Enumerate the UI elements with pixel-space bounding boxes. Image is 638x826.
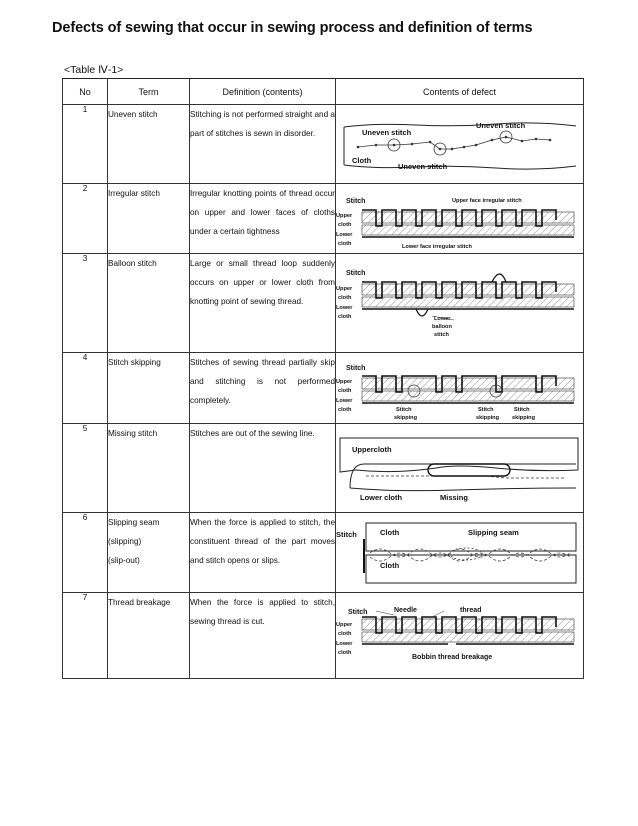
label-text: Stitch — [396, 407, 412, 413]
label-text: Bobbin thread breakage — [412, 654, 493, 661]
label-text: skipping — [476, 415, 499, 421]
table-row — [63, 513, 584, 593]
label-text: Needle — [394, 607, 417, 614]
label-text: cloth — [338, 314, 352, 320]
label-text: cloth — [338, 295, 352, 301]
label-text: Upper face irregular stitch — [452, 198, 522, 204]
term-line: Uneven stitch — [108, 110, 158, 119]
table-row — [63, 254, 584, 353]
label-text: skipping — [512, 415, 535, 421]
label-text: Upper — [336, 286, 353, 292]
row-definition: Large or small thread loop suddenly occurs on upper or lower cloth from knotting point of sewing thread. — [190, 254, 336, 353]
row-no: 2 — [63, 184, 108, 254]
label-text: Lower cloth — [360, 493, 403, 502]
label-text: Upper — [336, 622, 353, 628]
page-title: Defects of sewing that occur in sewing process and definition of terms — [52, 20, 533, 36]
label-text: cloth — [338, 407, 352, 413]
term-line: Balloon stitch — [108, 259, 157, 268]
label-text: Upper — [336, 379, 353, 385]
label-text: Stitch — [514, 407, 530, 413]
diagram-balloon-stitch — [336, 254, 584, 353]
label-text: Lower — [434, 316, 451, 322]
header-definition: Definition (contents) — [190, 79, 336, 105]
label-text: Cloth — [380, 528, 400, 537]
label-text: cloth — [338, 222, 352, 228]
row-term — [108, 254, 190, 353]
diagram-uneven-stitch — [336, 105, 584, 184]
row-term — [108, 424, 190, 513]
label-text: stitch — [434, 332, 449, 338]
row-no: 1 — [63, 105, 108, 184]
label-text: Uppercloth — [352, 445, 392, 454]
term-line: Stitch skipping — [108, 358, 161, 367]
row-term — [108, 105, 190, 184]
header-no: No — [63, 79, 108, 105]
label-text: Stitch — [336, 530, 357, 539]
table-header-row — [63, 79, 584, 105]
label-text: Uneven stitch — [398, 162, 448, 171]
label-text: Lower — [336, 641, 353, 647]
label-text: Stitch — [346, 270, 366, 277]
label-text: Missing — [440, 493, 468, 502]
row-no: 3 — [63, 254, 108, 353]
diagram-thread-breakage — [336, 593, 584, 679]
term-line: Slipping seam — [108, 518, 160, 527]
label-text: Lower — [336, 305, 353, 311]
row-term — [108, 184, 190, 254]
label-text: Cloth — [380, 561, 400, 570]
label-text: Slipping seam — [468, 528, 519, 537]
term-line: Missing stitch — [108, 429, 158, 438]
label-text: Stitch — [478, 407, 494, 413]
label-text: Cloth — [352, 156, 372, 165]
label-text: Lower — [336, 398, 353, 404]
diagram-stitch-skipping — [336, 353, 584, 424]
table-row — [63, 593, 584, 679]
label-text: Uneven stitch — [476, 121, 526, 130]
term-line: (slipping) — [108, 537, 142, 546]
label-text: skipping — [394, 415, 417, 421]
row-term — [108, 353, 190, 424]
row-term — [108, 593, 190, 679]
row-term — [108, 513, 190, 593]
label-text: Lower face irregular stitch — [402, 244, 472, 250]
row-definition: When the force is applied to stitch, sewing thread is cut. — [190, 593, 336, 679]
label-text: Upper — [336, 213, 353, 219]
term-line: (slip-out) — [108, 556, 140, 565]
label-text: balloon — [432, 324, 452, 330]
table-caption: <Table Ⅳ-1> — [64, 64, 124, 76]
row-definition: Stitches are out of the sewing line. — [190, 424, 336, 513]
label-text: Lower — [336, 232, 353, 238]
label-text: thread — [460, 607, 482, 614]
defects-table — [62, 78, 584, 679]
label-text: Stitch — [346, 198, 366, 205]
table-row — [63, 105, 584, 184]
diagram-slipping-seam — [336, 513, 584, 593]
table-row — [63, 424, 584, 513]
label-text: cloth — [338, 241, 352, 247]
row-no: 4 — [63, 353, 108, 424]
header-term: Term — [108, 79, 190, 105]
row-definition: Stitches of sewing thread partially skip and stitching is not performed completely. — [190, 353, 336, 424]
row-definition: When the force is applied to stitch, the constituent thread of the part moves and stitch opens or slips. — [190, 513, 336, 593]
term-line: Irregular stitch — [108, 189, 160, 198]
label-text: cloth — [338, 631, 352, 637]
row-definition: Stitching is not performed straight and a part of stitches is sewn in disorder. — [190, 105, 336, 184]
label-text: Stitch — [348, 609, 368, 616]
label-text: Uneven stitch — [362, 128, 412, 137]
diagram-missing-stitch — [336, 424, 584, 513]
label-text: Stitch — [346, 365, 366, 372]
row-no: 7 — [63, 593, 108, 679]
table-row — [63, 184, 584, 254]
header-contents: Contents of defect — [336, 79, 584, 105]
table-row — [63, 353, 584, 424]
row-no: 5 — [63, 424, 108, 513]
row-no: 6 — [63, 513, 108, 593]
row-definition: Irregular knotting points of thread occur on upper and lower faces of cloths under a certain tightness — [190, 184, 336, 254]
label-text: cloth — [338, 650, 352, 656]
diagram-irregular-stitch — [336, 184, 584, 254]
label-text: cloth — [338, 388, 352, 394]
term-line: Thread breakage — [108, 598, 171, 607]
